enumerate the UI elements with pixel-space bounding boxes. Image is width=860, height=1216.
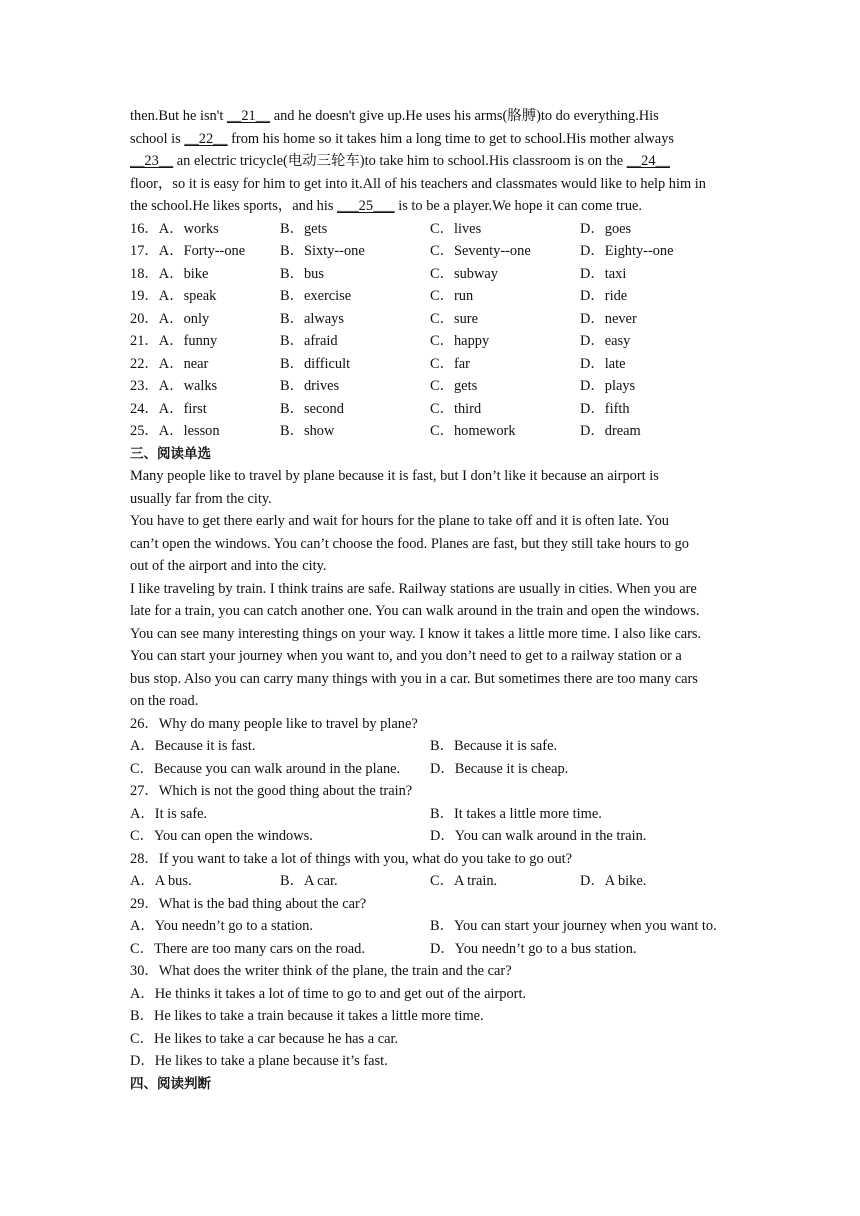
option-b: B．gets [280, 220, 328, 237]
answer-blank: __23__ [130, 153, 174, 169]
option-a: A．near [158, 355, 209, 372]
option-b: B．It takes a little more time. [430, 805, 602, 822]
question-stem: 29．What is the bad thing about the car? [130, 895, 367, 912]
question-20-options [130, 308, 740, 331]
cloze-text: the school.He likes sports，and his [130, 198, 338, 214]
option-a: A．It is safe. [130, 805, 208, 822]
cloze-line [130, 173, 740, 196]
passage-line: I like traveling by train. I think trains are safe. Railway stations are usually in cities. When you are [130, 580, 697, 597]
option-d: D．He likes to take a plane because it’s fast. [130, 1053, 388, 1069]
option-d: D．late [580, 355, 626, 372]
section-heading-reading-choice: 三、阅读单选 [130, 445, 211, 462]
option-c: C．subway [430, 265, 498, 282]
cloze-line [130, 128, 740, 151]
option-d: D．easy [580, 333, 631, 349]
passage-line: late for a train, you can catch another one. You can walk around in the train and open the windows. [130, 603, 700, 619]
reading-passage [130, 465, 740, 713]
cloze-text: floor，so it is easy for him to get into it.All of his teachers and classmates would like to help him in [130, 175, 706, 192]
question-stem: 26．Why do many people like to travel by plane? [130, 715, 418, 732]
question-16-options [130, 218, 740, 241]
question-18-options [130, 263, 740, 286]
question-26 [130, 713, 740, 781]
option-c: C．A train. [430, 873, 498, 889]
option-b: B．difficult [280, 355, 351, 372]
option-c: C．Seventy--one [430, 243, 531, 259]
option-b: B．bus [280, 265, 324, 282]
question-number: 21． [130, 333, 159, 349]
option-d: D．A bike. [580, 873, 647, 889]
question-28 [130, 848, 740, 893]
passage-line: You can see many interesting things on your way. I know it takes a little more time. I also like cars. [130, 625, 702, 642]
option-c: C．lives [430, 220, 482, 237]
cloze-passage [130, 105, 740, 218]
option-c: C．He likes to take a car because he has a car. [130, 1030, 399, 1047]
question-19-options [130, 285, 740, 308]
answer-blank: __22__ [184, 130, 228, 147]
question-21-options [130, 330, 740, 353]
option-d: D．dream [580, 423, 641, 439]
question-number: 18． [130, 265, 159, 282]
cloze-text: and he doesn't give up.He uses his arms(胳膊)to do everything.His [270, 108, 659, 124]
question-23-options [130, 375, 740, 398]
cloze-text: school is [130, 130, 185, 147]
option-c: C．Because you can walk around in the plane. [130, 760, 401, 777]
question-number: 19． [130, 288, 159, 304]
question-stem: 27．Which is not the good thing about the train? [130, 783, 413, 799]
question-27 [130, 780, 740, 848]
option-d: D．ride [580, 288, 628, 304]
question-number: 24． [130, 400, 159, 417]
cloze-line [130, 150, 740, 173]
option-b: B．exercise [280, 288, 352, 304]
option-b: B．A car. [280, 873, 338, 889]
option-b: B．second [280, 400, 344, 417]
question-number: 20． [130, 310, 159, 327]
answer-blank: __21__ [226, 108, 271, 124]
option-a: A．only [158, 310, 210, 327]
answer-blank: __24__ [626, 153, 670, 169]
question-stem: 28．If you want to take a lot of things with you, what do you take to go out? [130, 850, 573, 867]
option-a: A．He thinks it takes a lot of time to go to and get out of the airport. [130, 985, 527, 1002]
question-stem: 30．What does the writer think of the plane, the train and the car? [130, 963, 512, 979]
option-a: A．You needn’t go to a station. [130, 918, 313, 934]
option-a: A．bike [158, 265, 209, 282]
passage-line: Many people like to travel by plane because it is fast, but I don’t like it because an airport is [130, 468, 659, 484]
option-c: C．You can open the windows. [130, 828, 313, 844]
question-25-options [130, 420, 740, 443]
option-d: D．You can walk around in the train. [430, 828, 647, 844]
question-30 [130, 960, 740, 1073]
question-number: 25． [130, 423, 159, 439]
option-d: D．Eighty--one [580, 243, 674, 259]
option-a: A．walks [158, 378, 218, 394]
option-a: A．A bus. [130, 873, 192, 889]
passage-line: You have to get there early and wait for hours for the plane to take off and it is often late. You [130, 513, 669, 529]
passage-line: out of the airport and into the city. [130, 558, 327, 574]
cloze-line [130, 195, 740, 218]
cloze-line [130, 105, 740, 128]
section-heading-reading-judgement: 四、阅读判断 [130, 1075, 211, 1092]
option-d: D．fifth [580, 400, 630, 417]
question-number: 17． [130, 243, 159, 259]
cloze-text: then.But he isn't [130, 108, 227, 124]
option-c: C．run [430, 288, 474, 304]
option-b: B．Sixty--one [280, 243, 365, 259]
question-17-options [130, 240, 740, 263]
option-c: C．far [430, 355, 470, 372]
passage-line: on the road. [130, 693, 199, 709]
question-number: 23． [130, 378, 159, 394]
question-29 [130, 893, 740, 961]
passage-line: usually far from the city. [130, 490, 272, 507]
option-c: C．happy [430, 333, 490, 349]
cloze-options [130, 218, 740, 443]
option-a: A．lesson [158, 423, 220, 439]
option-b: B．afraid [280, 333, 338, 349]
passage-line: can’t open the windows. You can’t choose the food. Planes are fast, but they still take hours to go [130, 535, 690, 552]
option-c: C．sure [430, 310, 478, 327]
option-b: B．always [280, 310, 344, 327]
option-b: B．Because it is safe. [430, 738, 558, 754]
option-a: A．works [158, 220, 219, 237]
document-page [130, 105, 740, 1095]
option-d: D．taxi [580, 265, 627, 282]
option-a: A．speak [158, 288, 217, 304]
cloze-text: from his home so it takes him a long time to get to school.His mother always [227, 130, 674, 147]
passage-line: bus stop. Also you can carry many things with you in a car. But sometimes there are too many cars [130, 670, 698, 687]
option-b: B．drives [280, 378, 340, 394]
option-d: D．You needn’t go to a bus station. [430, 940, 637, 957]
option-d: D．Because it is cheap. [430, 760, 569, 777]
option-d: D．plays [580, 378, 636, 394]
cloze-text: an electric tricycle(电动三轮车)to take him to school.His classroom is on the [173, 153, 627, 169]
question-number: 16． [130, 220, 159, 237]
cloze-text: is to be a player.We hope it can come true. [394, 198, 642, 214]
option-a: A．first [158, 400, 207, 417]
option-a: A．funny [158, 333, 218, 349]
option-b: B．You can start your journey when you want to. [430, 918, 717, 934]
question-number: 22． [130, 355, 159, 372]
option-c: C．homework [430, 423, 516, 439]
question-22-options [130, 353, 740, 376]
option-c: C．gets [430, 378, 478, 394]
option-d: D．never [580, 310, 637, 327]
option-d: D．goes [580, 220, 632, 237]
option-a: A．Forty--one [158, 243, 246, 259]
option-a: A．Because it is fast. [130, 738, 256, 754]
question-24-options [130, 398, 740, 421]
option-b: B．show [280, 423, 335, 439]
passage-line: You can start your journey when you want to, and you don’t need to get to a railway station or a [130, 648, 682, 664]
answer-blank: ___25___ [337, 198, 395, 214]
option-b: B．He likes to take a train because it takes a little more time. [130, 1008, 484, 1024]
option-c: C．third [430, 400, 482, 417]
option-c: C．There are too many cars on the road. [130, 940, 365, 957]
